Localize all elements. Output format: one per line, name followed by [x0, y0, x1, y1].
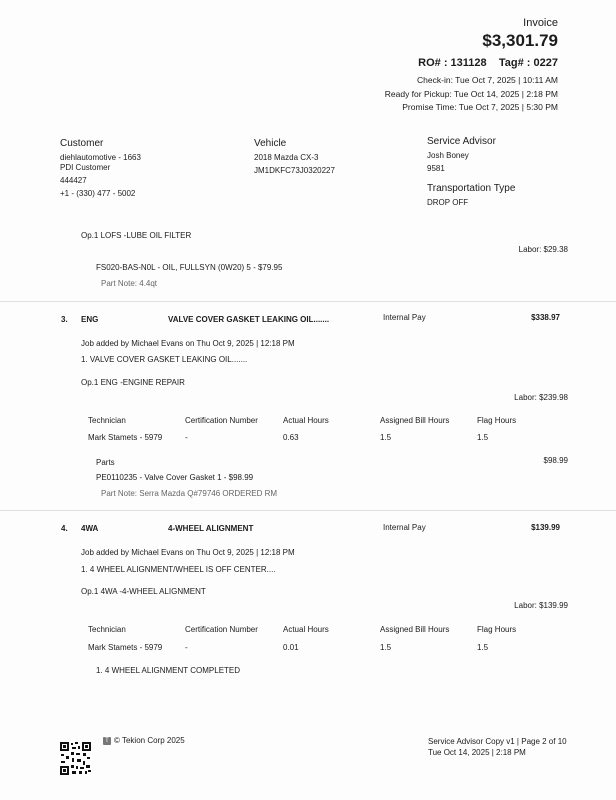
footer-copyright: [103, 736, 185, 745]
divider: [0, 510, 616, 511]
divider: [0, 301, 616, 302]
job4-code: 4WA: [81, 524, 99, 533]
job4-number: 4.: [61, 524, 68, 533]
job4-correction: 1. 4 WHEEL ALIGNMENT COMPLETED: [96, 666, 241, 675]
ready-for-pickup-time: Ready for Pickup: Tue Oct 14, 2025 | 2:18 PM: [384, 89, 558, 99]
job4-tech-header-technician: Technician: [88, 625, 126, 634]
job4-operation: Op.1 4WA -4-WHEEL ALIGNMENT: [81, 587, 206, 596]
lof-part-note: Part Note: 4.4qt: [101, 279, 158, 288]
job3-part-note: Part Note: Serra Mazda Q#79746 ORDERED RM: [101, 489, 278, 498]
job3-amount: $338.97: [531, 313, 560, 322]
customer-heading: Customer: [60, 138, 104, 149]
job4-tech-header-cert: Certification Number: [185, 625, 258, 634]
job3-parts-heading: Parts: [96, 458, 115, 467]
customer-number: 444427: [60, 176, 87, 185]
job4-tech-cert: -: [185, 643, 188, 652]
job4-tech-actual: 0.01: [283, 643, 299, 652]
job4-pay-type: Internal Pay: [383, 523, 426, 532]
lof-part: FS020-BAS-N0L - OIL, FULLSYN (0W20) 5 - $79.95: [96, 263, 283, 272]
advisor-number: 9581: [427, 164, 445, 173]
customer-type: PDI Customer: [60, 163, 111, 172]
job3-parts-total: $98.99: [543, 456, 568, 465]
ro-tag-line: [418, 57, 558, 69]
job3-part: PE0110235 - Valve Cover Gasket 1 - $98.99: [96, 473, 254, 482]
job4-tech-assigned: 1.5: [380, 643, 392, 652]
job4-labor: Labor: $139.99: [514, 601, 568, 610]
customer-name: diehlautomotive - 1663: [60, 153, 141, 162]
job4-description: 4-WHEEL ALIGNMENT: [168, 524, 254, 533]
job3-code: ENG: [81, 315, 99, 324]
qr-code-icon: [59, 741, 92, 776]
job3-description: VALVE COVER GASKET LEAKING OIL.......: [168, 315, 330, 324]
advisor-name: Josh Boney: [427, 151, 469, 160]
job4-added-by: Job added by Michael Evans on Thu Oct 9, 2025 | 12:18 PM: [81, 548, 295, 557]
job3-tech-actual: 0.63: [283, 433, 299, 442]
footer-date: Tue Oct 14, 2025 | 2:18 PM: [428, 748, 526, 757]
service-advisor-heading: Service Advisor: [427, 136, 496, 147]
job4-tech-name: Mark Stamets - 5979: [88, 643, 163, 652]
job3-number: 3.: [61, 315, 68, 324]
lof-operation: Op.1 LOFS -LUBE OIL FILTER: [81, 231, 192, 240]
job4-tech-flag: 1.5: [477, 643, 489, 652]
job3-tech-cert: -: [185, 433, 188, 442]
lof-labor: Labor: $29.38: [518, 245, 568, 254]
job4-amount: $139.99: [531, 523, 560, 532]
job3-operation: Op.1 ENG -ENGINE REPAIR: [81, 378, 185, 387]
tekion-logo-icon: T: [103, 737, 111, 745]
job3-tech-header-cert: Certification Number: [185, 416, 258, 425]
copyright-text: © Tekion Corp 2025: [114, 736, 185, 745]
job4-concern: 1. 4 WHEEL ALIGNMENT/WHEEL IS OFF CENTER....: [81, 565, 276, 574]
job3-tech-header-actual: Actual Hours: [283, 416, 329, 425]
job3-pay-type: Internal Pay: [383, 313, 426, 322]
tag-number: Tag# : 0227: [498, 57, 558, 69]
customer-phone: +1 - (330) 477 - 5002: [60, 189, 136, 198]
job4-tech-header-flag: Flag Hours: [477, 625, 517, 634]
job3-tech-name: Mark Stamets - 5979: [88, 433, 163, 442]
job3-labor: Labor: $239.98: [514, 393, 568, 402]
invoice-total: $3,301.79: [482, 31, 558, 50]
job3-tech-assigned: 1.5: [380, 433, 392, 442]
job3-tech-header-assigned: Assigned Bill Hours: [380, 416, 450, 425]
invoice-label: Invoice: [523, 17, 558, 29]
job4-tech-header-actual: Actual Hours: [283, 625, 329, 634]
promise-time: Promise Time: Tue Oct 7, 2025 | 5:30 PM: [402, 102, 558, 112]
job4-tech-header-assigned: Assigned Bill Hours: [380, 625, 450, 634]
job3-tech-header-flag: Flag Hours: [477, 416, 517, 425]
job3-tech-flag: 1.5: [477, 433, 489, 442]
vehicle-heading: Vehicle: [254, 138, 287, 149]
transportation-type: DROP OFF: [427, 198, 469, 207]
job3-added-by: Job added by Michael Evans on Thu Oct 9, 2025 | 12:18 PM: [81, 339, 295, 348]
transportation-heading: Transportation Type: [427, 183, 516, 194]
job3-concern: 1. VALVE COVER GASKET LEAKING OIL.......: [81, 355, 248, 364]
checkin-time: Check-in: Tue Oct 7, 2025 | 10:11 AM: [417, 75, 558, 85]
footer-copy-page: Service Advisor Copy v1 | Page 2 of 10: [428, 737, 567, 746]
job3-tech-header-technician: Technician: [88, 416, 126, 425]
vehicle-vin: JM1DKFC73J0320227: [254, 166, 335, 175]
ro-number: RO# : 131128: [418, 57, 487, 69]
vehicle-model: 2018 Mazda CX-3: [254, 153, 319, 162]
